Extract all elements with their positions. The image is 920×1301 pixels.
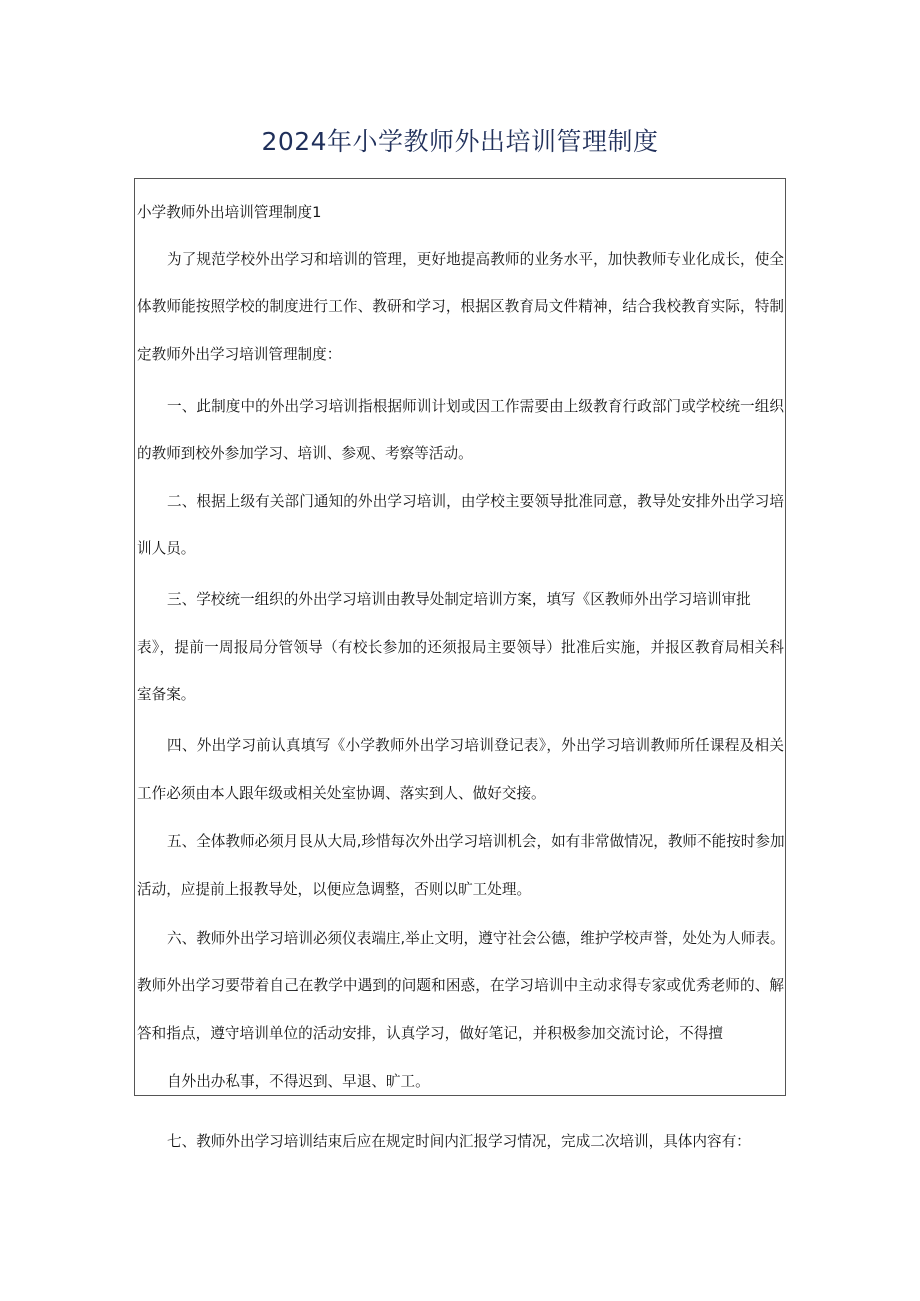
paragraph-line: 定教师外出学习培训管理制度： — [137, 346, 342, 363]
paragraph-line: 一、此制度中的外出学习培训指根据师训计划或因工作需要由上级教育行政部门或学校统一组织 — [167, 398, 784, 415]
paragraph-line: 七、教师外出学习培训结束后应在规定时间内汇报学习情况，完成二次培训，具体内容有： — [167, 1133, 751, 1150]
paragraph-line: 表》，提前一周报局分管领导（有校长参加的还须报局主要领导）批准后实施，并报区教育局相关科 — [137, 639, 784, 656]
section-heading: 小学教师外出培训管理制度1 — [137, 204, 322, 221]
paragraph-line: 为了规范学校外出学习和培训的管理，更好地提高教师的业务水平，加快教师专业化成长，使全 — [167, 251, 784, 268]
paragraph-line: 三、学校统一组织的外出学习培训由教导处制定培训方案，填写《区教师外出学习培训审批 — [167, 591, 751, 608]
paragraph-line: 活动，应提前上报教导处，以便应急调整，否则以旷工处理。 — [137, 881, 532, 898]
paragraph-line: 工作必须由本人跟年级或相关处室协调、落实到人、做好交接。 — [137, 785, 546, 802]
paragraph-line: 训人员。 — [137, 540, 196, 557]
paragraph-line: 六、教师外出学习培训必须仪表端庄,举止文明，遵守社会公德，维护学校声誉，处处为人师表。 — [167, 930, 785, 947]
paragraph-line: 五、全体教师必须月艮从大局,珍惜每次外出学习培训机会，如有非常做情况，教师不能按时参加 — [167, 833, 785, 850]
paragraph-line: 室备案。 — [137, 686, 196, 703]
paragraph-line: 二、根据上级有关部门通知的外出学习培训，由学校主要领导批准同意，教导处安排外出学习培 — [167, 493, 784, 510]
page-title: 2024年小学教师外出培训管理制度 — [261, 127, 659, 156]
paragraph-line: 答和指点，遵守培训单位的活动安排，认真学习，做好笔记，并积极参加交流讨论，不得擅 — [137, 1025, 723, 1042]
paragraph-line: 四、外出学习前认真填写《小学教师外出学习培训登记表》，外出学习培训教师所任课程及相关 — [167, 737, 784, 754]
paragraph-line: 的教师到校外参加学习、培训、参观、考察等活动。 — [137, 445, 473, 462]
paragraph-line: 自外出办私事，不得迟到、早退、旷工。 — [167, 1073, 430, 1090]
paragraph-line: 教师外出学习要带着自己在教学中遇到的问题和困惑，在学习培训中主动求得专家或优秀老师的、解 — [137, 977, 784, 994]
paragraph-line: 体教师能按照学校的制度进行工作、教研和学习，根据区教育局文件精神，结合我校教育实际，特制 — [137, 298, 784, 315]
